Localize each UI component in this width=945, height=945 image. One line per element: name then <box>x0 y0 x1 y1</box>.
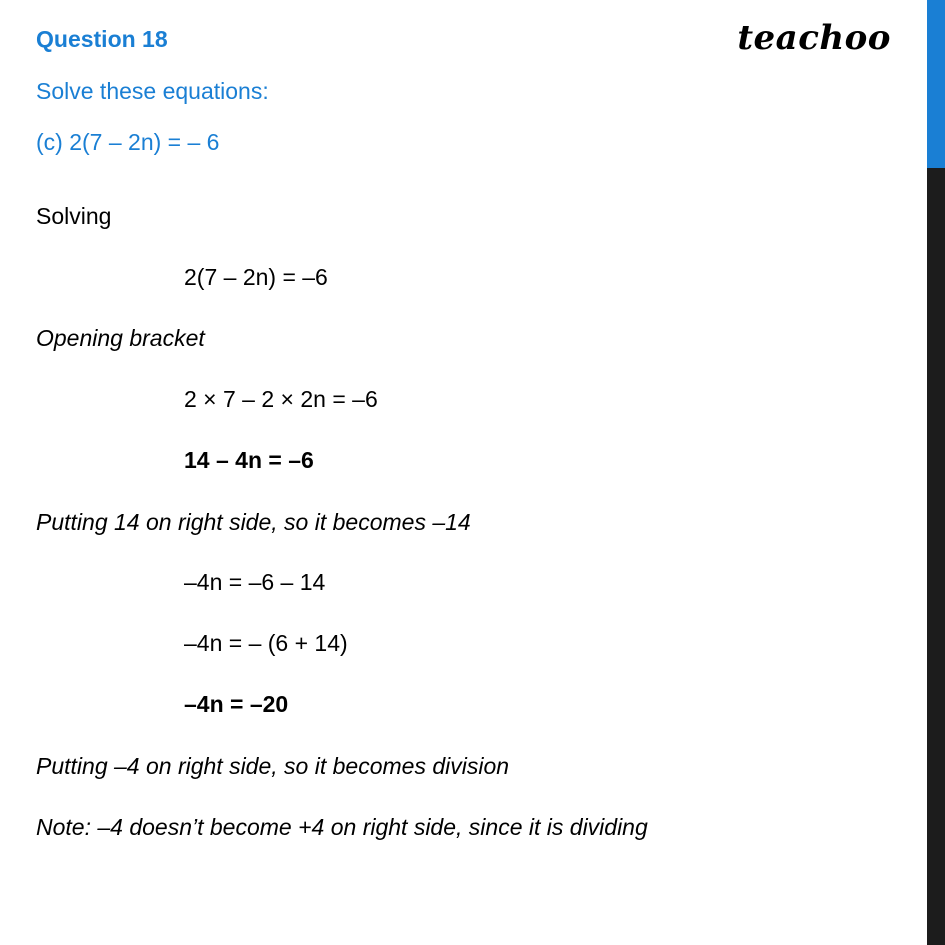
solution-step: –4n = – (6 + 14) <box>184 630 348 657</box>
question-title: Question 18 <box>36 26 168 52</box>
solution-intro: Solving <box>36 202 112 229</box>
solution-step: –4n = –6 – 14 <box>184 569 326 596</box>
spacer <box>36 157 887 169</box>
solution-note: Note: –4 doesn’t become +4 on right side, since it is dividing <box>36 814 648 841</box>
solution-step: 2 × 7 – 2 × 2n = –6 <box>184 386 378 413</box>
solution-step: 2(7 – 2n) = –6 <box>184 263 328 290</box>
solution-step: –4n = –20 <box>184 690 289 717</box>
solution-note: Putting –4 on right side, so it becomes division <box>36 752 510 779</box>
solution-note: Putting 14 on right side, so it becomes –14 <box>36 508 471 535</box>
edge-bar-dark <box>927 168 945 945</box>
question-prompt: Solve these equations: <box>36 77 269 104</box>
question-equation: (c) 2(7 – 2n) = – 6 <box>36 129 220 156</box>
teachoo-logo: teachoo <box>737 18 891 58</box>
edge-bar-blue <box>927 0 945 168</box>
solution-step: 14 – 4n = –6 <box>184 446 314 473</box>
solution-note: Opening bracket <box>36 325 205 352</box>
